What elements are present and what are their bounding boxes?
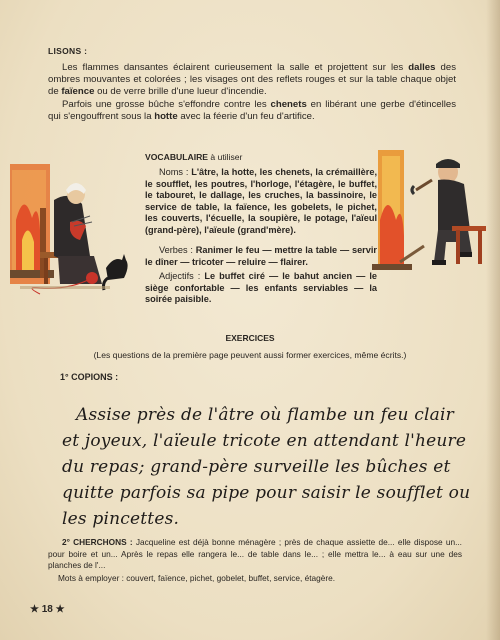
exercices-heading: EXERCICES bbox=[225, 333, 275, 343]
page-edge-shadow bbox=[486, 0, 500, 640]
illustration-grandfather-pipe bbox=[372, 150, 494, 280]
lisons-paragraph-1: Les flammes dansantes éclairent curieusement la salle et projettent sur les dalles des ombres mouvantes et colorées ; les visages ont des reflets rouges et sur la table chaque objet de faïence ou de verre brille d'une lueur d'incendie. bbox=[48, 62, 456, 97]
page-number: ★ 18 ★ bbox=[30, 604, 65, 615]
vocabulaire-verbes: Verbes : Ranimer le feu — mettre la table — servir le dîner — tricoter — reluire — flairer. bbox=[145, 245, 377, 267]
cherchons-exercise: 2° CHERCHONS : Jacqueline est déjà bonne ménagère ; près de chaque assiette de... elle dispose un... pour boire et un... Après le repas elle rangera le... de table dans le... ; elle mettra le... à eau sur une des planches de l'... bbox=[48, 537, 462, 570]
vocabulaire-adjectifs: Adjectifs : Le buffet ciré — le bahut ancien — le siège confortable — les enfants serviables — la soirée paisible. bbox=[145, 271, 377, 304]
vocabulaire-noms: Noms : L'âtre, la hotte, les chenets, la crémaillère, le soufflet, les poutres, l'horloge, l'étagère, le buffet, le tabouret, le dallage, les cruches, la bassinoire, le service de table, la faïence, les gobelets, le pichet, les couverts, l'écuelle, la soupière, le potage, l'aïeul (grand-père), l'aïeule (grand'mère). bbox=[145, 167, 377, 235]
exercices-note: (Les questions de la première page peuvent aussi former exercices, même écrits.) bbox=[93, 350, 407, 360]
illustration-grandmother-knitting bbox=[10, 160, 138, 300]
vocabulaire-heading: VOCABULAIRE à utiliser bbox=[145, 152, 243, 162]
lisons-paragraph-2: Parfois une grosse bûche s'effondre contre les chenets en libérant une gerbe d'étincelles qui s'engouffrent sous la hotte avec la féerie d'un feu d'artifice. bbox=[48, 99, 457, 122]
mots-a-employer: Mots à employer : couvert, faïence, pichet, gobelet, buffet, service, étagère. bbox=[58, 573, 336, 583]
copions-heading: 1° COPIONS : bbox=[60, 372, 119, 382]
copions-handwritten-text: Assise près de l'âtre où flambe un feu clair et joyeux, l'aïeule tricote en attendant l'heure du repas; grand-père surveille les bûches et quitte parfois sa pipe pour saisir le soufflet ou les pincettes. bbox=[62, 405, 471, 529]
lisons-heading: LISONS : bbox=[48, 46, 88, 56]
